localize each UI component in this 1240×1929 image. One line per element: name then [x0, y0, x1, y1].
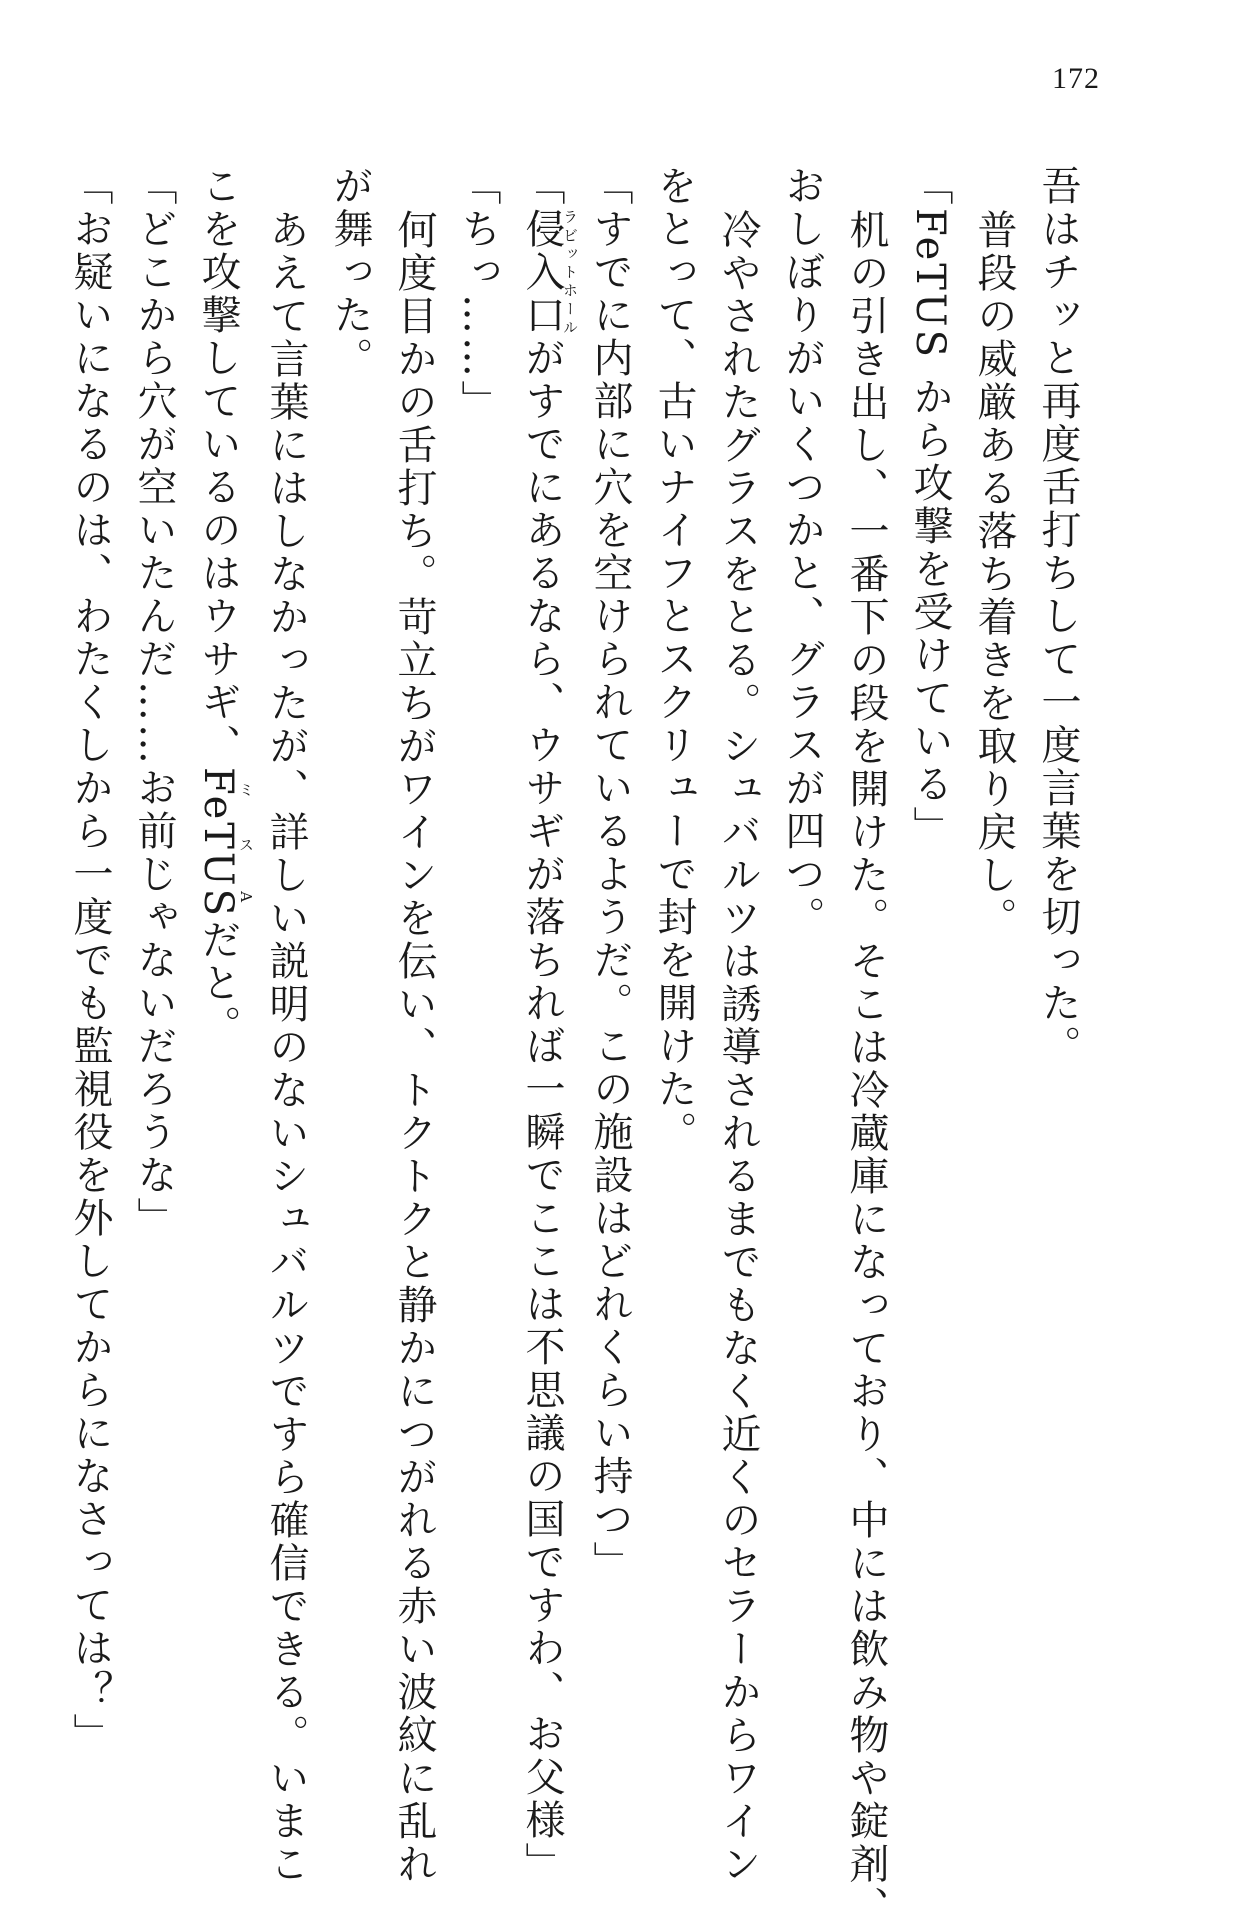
text-line: が舞った。 — [327, 165, 373, 380]
page-number: 172 — [1052, 62, 1100, 95]
ruby-line-rest: がすでにあるなら、ウサギが落ちれば一瞬でここは不思議の国ですわ、お父様」 — [519, 337, 565, 1885]
text-line: 普段の威厳ある落ち着きを取り戻し。 — [971, 209, 1017, 940]
text-line-with-ruby — [510, 165, 579, 1885]
ruby-word — [195, 767, 255, 920]
text-line: をとって、古いナイフとスクリューで封を開けた。 — [651, 165, 697, 1154]
text-line: 「どこから穴が空いたんだ……お前じゃないだろうな」 — [131, 165, 177, 1240]
open-bracket: 「 — [519, 165, 565, 208]
ruby-base: FeTUS — [195, 767, 241, 920]
ruby-word — [519, 208, 579, 337]
text-line: 冷やされたグラスをとる。シュバルツは誘導されるまでもなく近くのセラーからワイン — [715, 209, 761, 1886]
text-line: 「ちっ……」 — [455, 165, 501, 423]
text-line: 何度目かの舌打ち。苛立ちがワインを伝い、トクトクと静かにつがれる赤い波紋に乱れ — [391, 209, 437, 1886]
ruby-base: 侵入口 — [519, 208, 565, 337]
ruby-reading: ラビットホール — [561, 208, 579, 337]
text-line: 吾はチッと再度舌打ちして一度言葉を切った。 — [1035, 165, 1081, 1068]
text-line: おしぼりがいくつかと、グラスが四つ。 — [779, 165, 825, 939]
ruby-reading: ミスA — [237, 767, 255, 920]
text-line: 机の引き出し、一番下の段を開けた。そこは冷蔵庫になっており、中には飲み物や錠剤、 — [843, 209, 889, 1929]
ruby-line-post: だと。 — [195, 919, 241, 1049]
body-text — [67, 165, 1090, 1929]
text-line: 「すでに内部に穴を空けられているようだ。この施設はどれくらい持つ」 — [587, 165, 633, 1584]
text-line-with-ruby — [186, 165, 254, 1645]
text-line: あえて言葉にはしなかったが、詳しい説明のないシュバルツですら確信できる。いまこ — [263, 209, 309, 1886]
text-line: 「FeTUS から攻撃を受けている」 — [907, 165, 953, 849]
ruby-line-pre: こを攻撃しているのはウサギ、 — [195, 165, 241, 767]
text-line: 「お疑いになるのは、わたくしから一度でも監視役を外してからになさっては？」 — [67, 165, 113, 1756]
